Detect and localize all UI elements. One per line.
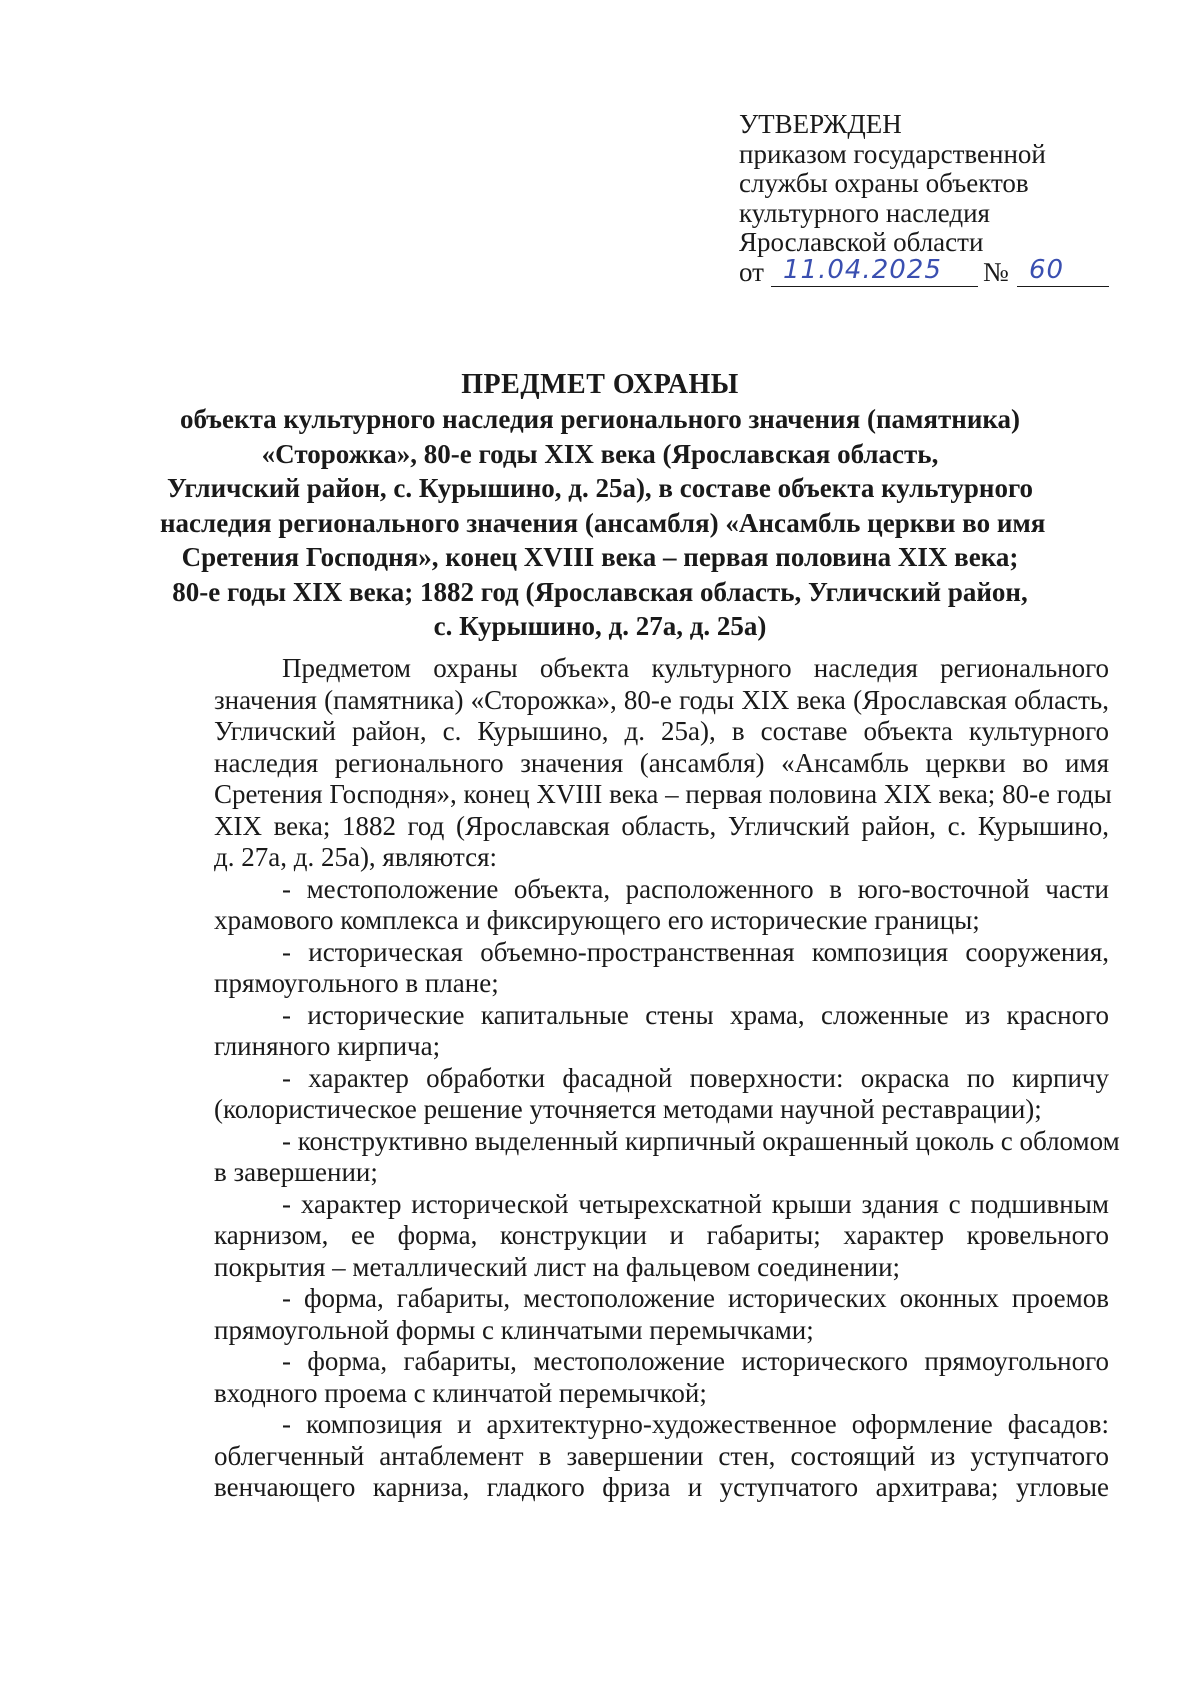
approval-heading: УТВЕРЖДЕН	[739, 109, 902, 139]
list-item-composition	[214, 937, 1109, 1000]
list-item-plinth	[214, 1125, 1120, 1189]
subtitle-line: «Сторожка», 80-е годы XIX века (Ярославская область,	[261, 438, 939, 469]
subtitle-line: наследия регионального значения (ансамбля) «Ансамбль церкви во имя	[160, 507, 1046, 538]
text-line: - характер обработки фасадной поверхности: окраска по кирпичу	[282, 1062, 1109, 1093]
subtitle-line: объекта культурного наследия регионального значения (памятника)	[179, 404, 1021, 434]
list-item-entrance	[214, 1346, 1109, 1409]
date-prefix: от	[739, 256, 764, 287]
text-line: венчающего карниза, гладкого фриза и уступчатого архитрава; угловые	[214, 1472, 1109, 1502]
text-line: - форма, габариты, местоположение исторического прямоугольного	[282, 1346, 1109, 1376]
text-line: (колористическое решение уточняется методами научной реставрации);	[214, 1094, 1042, 1124]
list-item-roof	[214, 1189, 1109, 1284]
document-title: ПРЕДМЕТ ОХРАНЫ	[461, 369, 739, 400]
subtitle-line: с. Курышино, д. 27а, д. 25а)	[433, 611, 767, 641]
text-line: - характер исторической четырехскатной крыши здания с подшивным	[282, 1188, 1109, 1219]
text-line: в завершении;	[214, 1157, 378, 1187]
text-line: прямоугольного в плане;	[214, 968, 499, 998]
list-item-facade-decor	[214, 1409, 1109, 1504]
intro-paragraph	[214, 653, 1112, 874]
approval-date-row	[739, 254, 1065, 290]
text-line: - конструктивно выделенный кирпичный окрашенный цоколь с обломом	[282, 1125, 1120, 1156]
text-line: Угличский район, с. Курышино, д. 25а), в составе объекта культурного	[214, 716, 1109, 746]
approval-line: Ярославской области	[739, 227, 984, 257]
list-item-windows	[214, 1283, 1109, 1346]
approval-line: культурного наследия	[739, 197, 990, 228]
text-line: XIX века; 1882 год (Ярославская область, Угличский район, с. Курышино,	[214, 810, 1109, 841]
approval-line: приказом государственной	[739, 138, 1046, 169]
text-line: - местоположение объекта, расположенного в юго-восточной части	[282, 873, 1109, 904]
text-line: - историческая объемно-пространственная композиция сооружения,	[282, 936, 1109, 967]
handwritten-date: 11.04.2025	[783, 254, 942, 285]
text-line: карнизом, ее форма, конструкции и габариты; характер кровельного	[214, 1220, 1109, 1250]
text-line: облегченный антаблемент в завершении стен, состоящий из уступчатого	[214, 1440, 1109, 1471]
date-underline	[771, 286, 978, 287]
list-item-walls	[214, 1000, 1109, 1063]
text-line: значения (памятника) «Сторожка», 80-е годы XIX века (Ярославская область,	[214, 684, 1109, 715]
text-line: д. 27а, д. 25а), являются:	[214, 842, 497, 872]
text-line: глиняного кирпича;	[214, 1031, 441, 1061]
list-item-facade-finish	[214, 1063, 1109, 1126]
text-line: - исторические капитальные стены храма, сложенные из красного	[282, 999, 1109, 1030]
list-item-location	[214, 874, 1109, 937]
body-text	[214, 653, 1120, 1504]
text-line: наследия регионального значения (ансамбля) «Ансамбль церкви во имя	[214, 747, 1109, 778]
text-line: - форма, габариты, местоположение исторических оконных проемов	[282, 1283, 1109, 1313]
text-line: Сретения Господня», конец XVIII века – первая половина XIX века; 80-е годы	[214, 779, 1112, 809]
handwritten-number: 60	[1029, 254, 1065, 285]
title-block	[160, 368, 1046, 644]
subtitle-line: 80-е годы XIX века; 1882 год (Ярославская область, Угличский район,	[172, 576, 1028, 607]
subtitle-line: Угличский район, с. Курышино, д. 25а), в составе объекта культурного	[166, 473, 1034, 503]
approval-block	[739, 109, 1065, 290]
text-line: входного проема с клинчатой перемычкой;	[214, 1377, 707, 1408]
text-line: покрытия – металлический лист на фальцевом соединении;	[214, 1251, 901, 1282]
text-line: храмового комплекса и фиксирующего его исторические границы;	[214, 905, 980, 935]
text-line: прямоугольной формы с клинчатыми перемычками;	[214, 1314, 814, 1345]
subtitle-line: Сретения Господня», конец XVIII века – первая половина XIX века;	[181, 542, 1019, 572]
document-subtitle	[160, 402, 1046, 644]
number-prefix: №	[983, 256, 1009, 287]
text-line: Предметом охраны объекта культурного наследия регионального	[282, 653, 1109, 683]
number-underline	[1017, 286, 1109, 287]
text-line: - композиция и архитектурно-художественное оформление фасадов:	[282, 1409, 1109, 1439]
approval-line: службы охраны объектов	[739, 168, 1029, 198]
